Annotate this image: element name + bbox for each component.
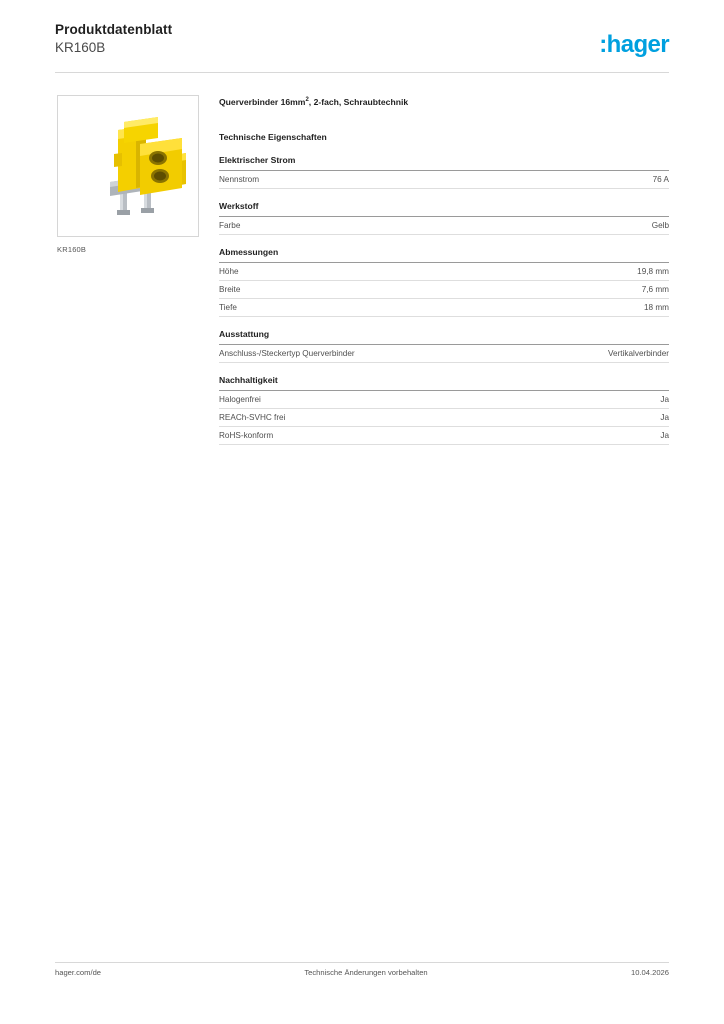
row-divider	[219, 316, 669, 317]
spec-section-werkstoff	[219, 201, 669, 235]
row-divider	[219, 234, 669, 235]
row-label: REACh-SVHC frei	[219, 412, 286, 422]
product-reference: KR160B	[55, 40, 106, 55]
specifications-column	[219, 94, 669, 457]
row-value: Ja	[660, 394, 669, 404]
row-value: Gelb	[651, 220, 669, 230]
section-heading: Ausstattung	[219, 328, 270, 339]
row-value: 76 A	[652, 174, 669, 184]
row-divider	[219, 188, 669, 189]
row-label: Nennstrom	[219, 174, 260, 184]
row-label: Anschluss-/Steckertyp Querverbinder	[219, 348, 355, 358]
spec-section-ausstattung	[219, 329, 669, 363]
section-heading: Nachhaltigkeit	[219, 374, 278, 385]
row-value: 18 mm	[643, 302, 669, 312]
row-label: RoHS-konform	[219, 430, 274, 440]
row-label: Tiefe	[219, 302, 237, 312]
row-value: 7,6 mm	[641, 284, 669, 294]
table-row	[219, 281, 669, 298]
spec-section-elektrischer-strom	[219, 155, 669, 189]
row-divider	[219, 444, 669, 445]
product-image-frame	[57, 95, 199, 237]
table-row	[219, 345, 669, 362]
table-row	[219, 299, 669, 316]
table-row	[219, 263, 669, 280]
product-description-text: Querverbinder $16mm^2$, 2-fach, Schraubtechnik	[219, 96, 409, 107]
row-label: Höhe	[219, 266, 239, 276]
section-heading: Abmessungen	[219, 246, 279, 257]
footer-date: 10.04.2026	[630, 968, 669, 977]
row-divider	[219, 362, 669, 363]
row-label: Halogenfrei	[219, 394, 261, 404]
row-value: Ja	[660, 412, 669, 422]
row-value: 19,8 mm	[637, 266, 669, 276]
page-title: Produktdatenblatt	[55, 22, 173, 37]
table-row	[219, 217, 669, 234]
product-illustration	[58, 96, 198, 236]
row-value: Ja	[660, 430, 669, 440]
product-description	[219, 94, 669, 108]
spec-section-nachhaltigkeit	[219, 375, 669, 445]
logo-wordmark: hager	[606, 31, 669, 58]
document-header	[55, 22, 669, 68]
table-row	[219, 391, 669, 408]
spec-section-abmessungen	[219, 247, 669, 317]
hager-logo	[599, 32, 669, 58]
section-heading: Elektrischer Strom	[219, 154, 296, 165]
header-divider	[55, 72, 669, 73]
table-row	[219, 171, 669, 188]
logo-colon-icon: :	[599, 31, 607, 58]
row-value: Vertikalverbinder	[608, 348, 669, 358]
section-heading: Werkstoff	[219, 200, 259, 211]
product-image-caption: KR160B	[57, 245, 87, 254]
footer-divider	[55, 962, 669, 963]
footer-disclaimer: Technische Änderungen vorbehalten	[304, 968, 428, 977]
row-label: Breite	[219, 284, 241, 294]
table-row	[219, 427, 669, 444]
document-footer	[55, 968, 669, 977]
table-row	[219, 409, 669, 426]
technical-properties-heading: Technische Eigenschaften	[219, 131, 327, 142]
row-label: Farbe	[219, 220, 241, 230]
footer-website-link[interactable]: hager.com/de	[55, 968, 102, 977]
